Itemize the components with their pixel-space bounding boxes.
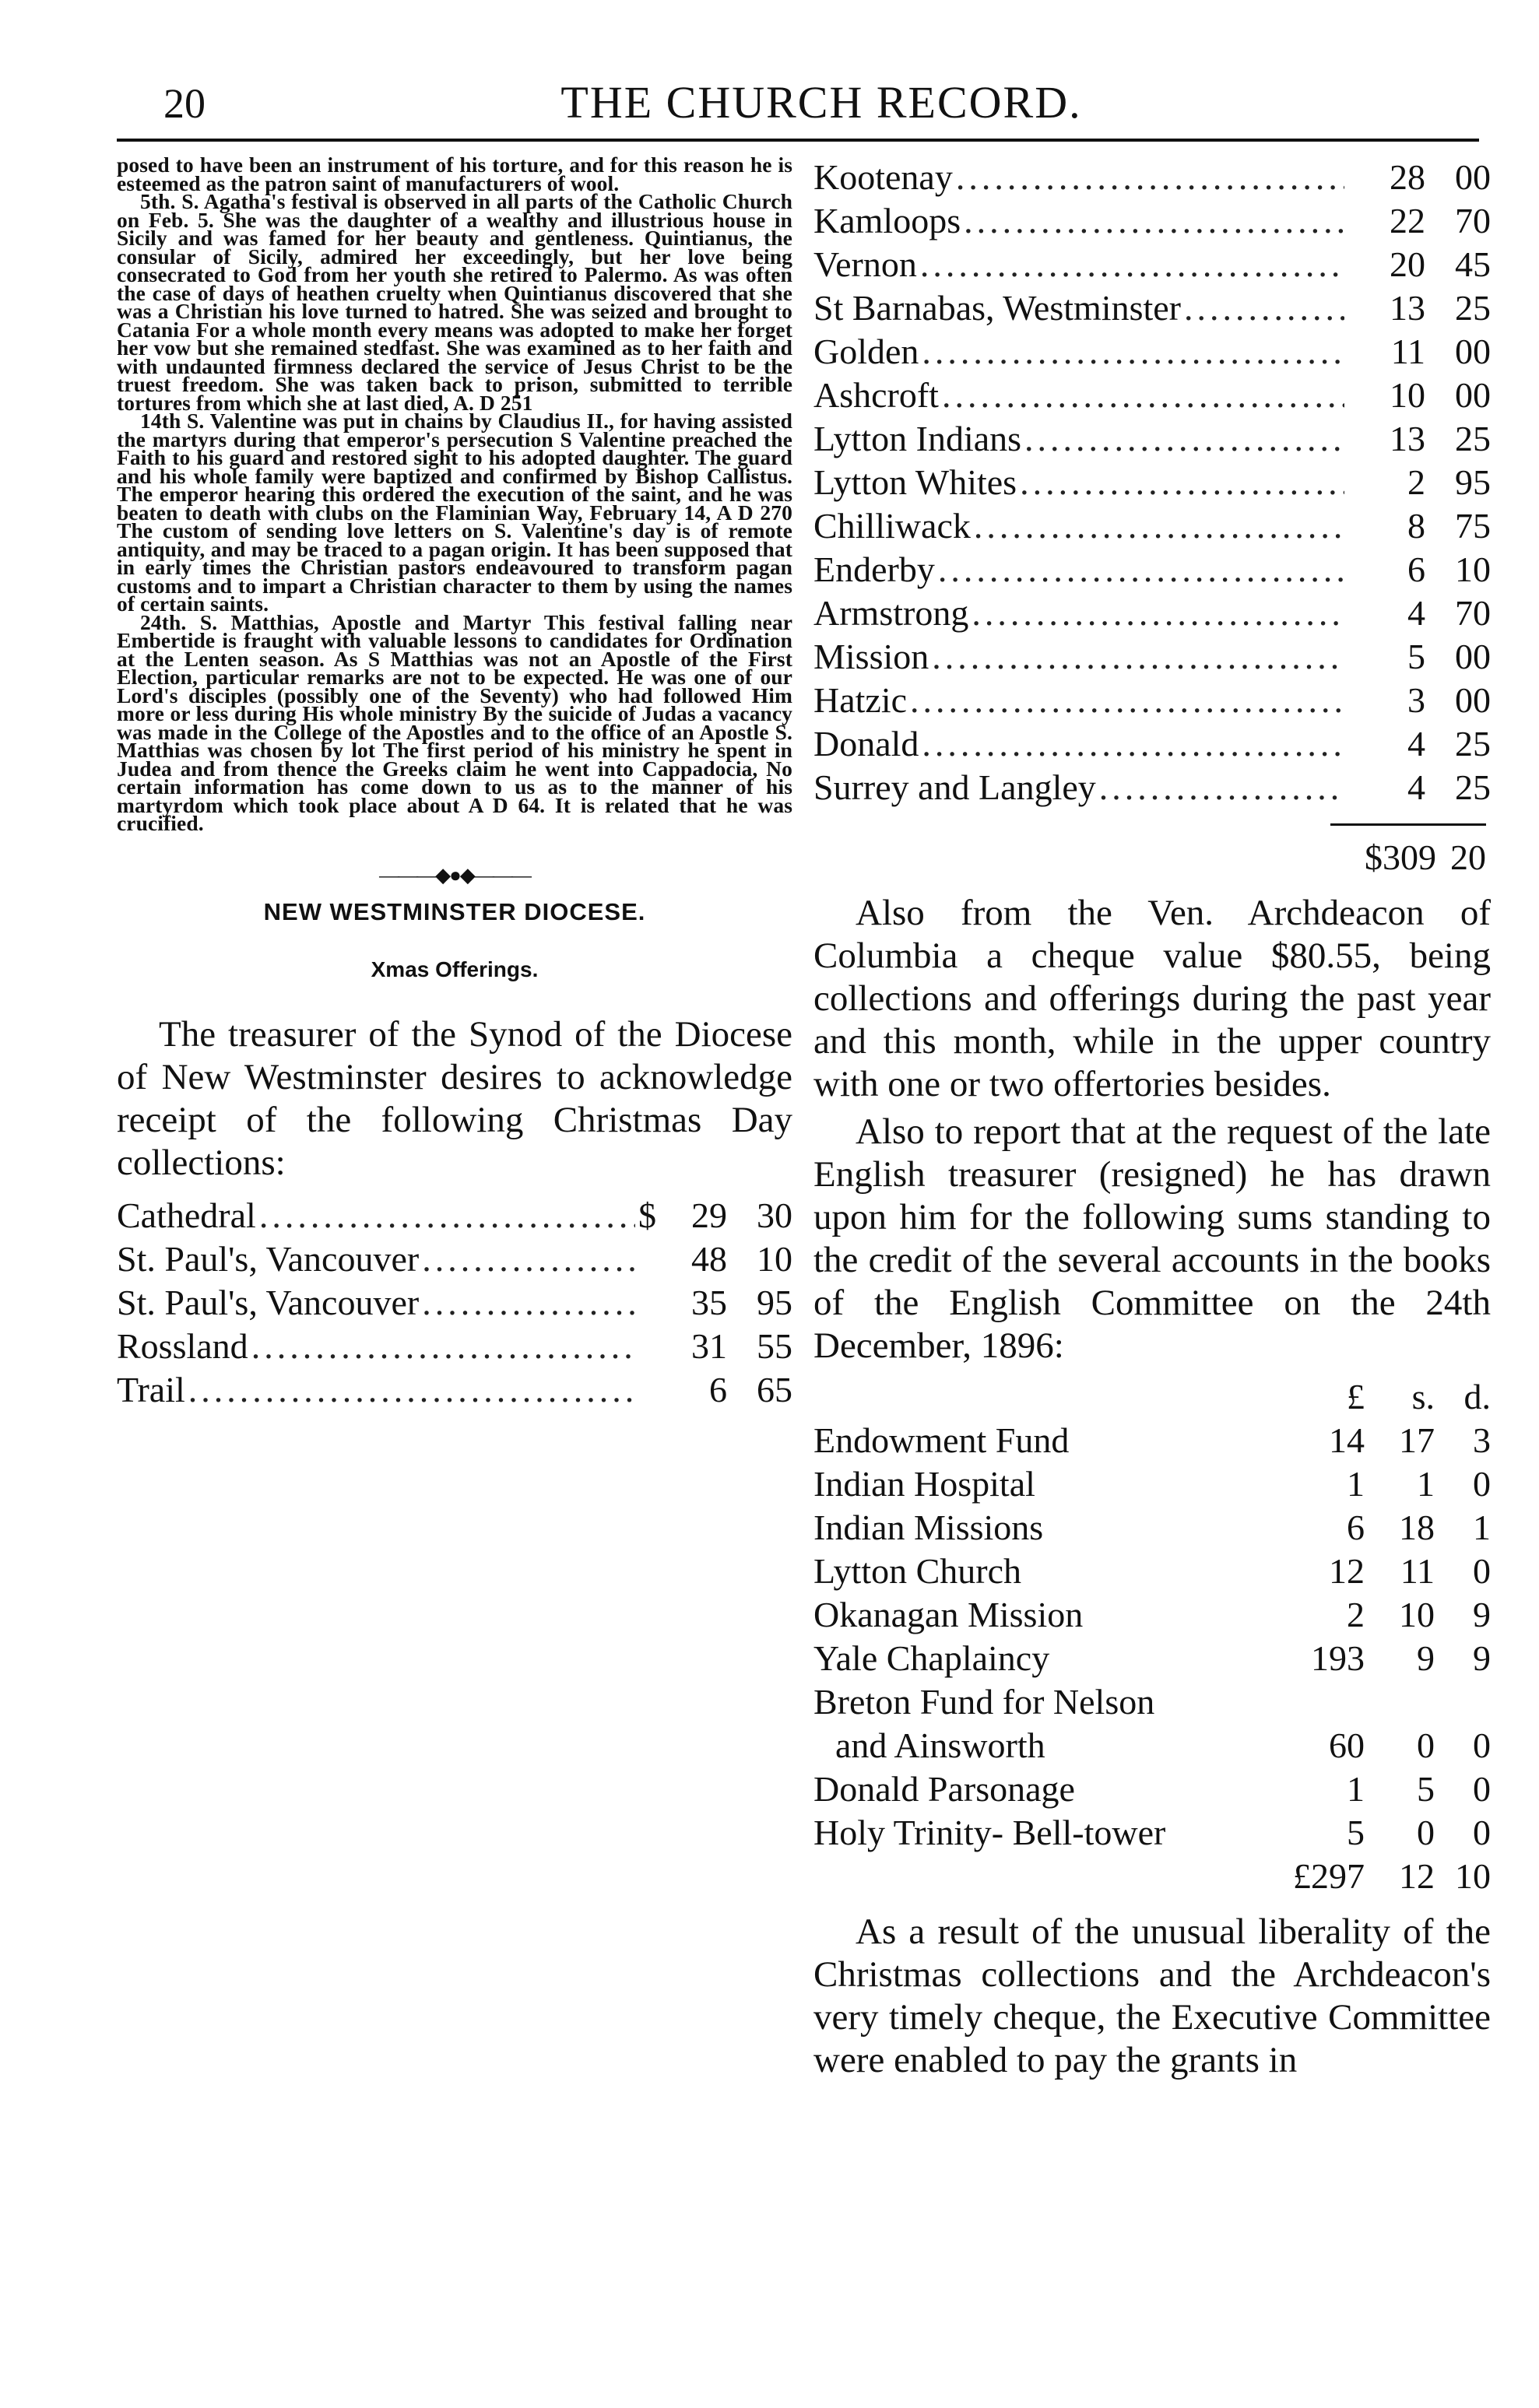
dot-leader bbox=[1099, 766, 1344, 809]
sterling-total bbox=[813, 1855, 1491, 1898]
dot-leader bbox=[1024, 417, 1344, 461]
sterling-shillings: 18 bbox=[1399, 1508, 1435, 1547]
collection-name: Surrey and Langley bbox=[813, 767, 1096, 807]
sterling-pounds: 5 bbox=[1347, 1813, 1365, 1852]
sterling-pence: 0 bbox=[1473, 1464, 1491, 1504]
sterling-shillings: 11 bbox=[1400, 1551, 1435, 1591]
page-number: 20 bbox=[163, 80, 206, 127]
collection-row bbox=[813, 243, 1491, 286]
amount-dollars: 5 bbox=[1407, 637, 1425, 676]
grand-total-dollars: 309 bbox=[1383, 837, 1436, 877]
sterling-pence: 0 bbox=[1473, 1551, 1491, 1591]
collection-row bbox=[813, 461, 1491, 504]
treasurer-intro: The treasurer of the Synod of the Diocese of New Westminster desires to acknowledge receipt of the following Christmas Day collections: bbox=[117, 1013, 792, 1183]
sterling-row bbox=[813, 1680, 1491, 1724]
collection-row bbox=[813, 199, 1491, 243]
amount-cents: 55 bbox=[757, 1325, 792, 1366]
sterling-item-name: and Ainsworth bbox=[835, 1725, 1045, 1765]
sterling-row bbox=[813, 1767, 1491, 1811]
dot-leader bbox=[942, 374, 1344, 417]
sterling-total-shillings: 12 bbox=[1399, 1856, 1435, 1896]
sterling-row bbox=[813, 1724, 1491, 1767]
sterling-shillings bbox=[1365, 1680, 1435, 1724]
sterling-pounds bbox=[1271, 1680, 1365, 1724]
collection-name: Lytton Whites bbox=[813, 462, 1017, 502]
amount-cents: 00 bbox=[1455, 332, 1491, 371]
amount-dollars: 31 bbox=[691, 1325, 727, 1366]
sterling-pence: 3 bbox=[1473, 1420, 1491, 1460]
dot-leader bbox=[1020, 461, 1344, 504]
sterling-item-name: Donald Parsonage bbox=[813, 1769, 1075, 1809]
pounds-header: £ bbox=[1347, 1377, 1365, 1416]
amount-dollars: 29 bbox=[691, 1195, 727, 1235]
dot-leader bbox=[259, 1194, 635, 1237]
currency-symbol: $ bbox=[638, 1195, 656, 1235]
sterling-pounds: 2 bbox=[1347, 1595, 1365, 1634]
sterling-item-name: Indian Hospital bbox=[813, 1464, 1035, 1504]
result-paragraph: As a result of the unusual liberality of the Christmas collections and the Archdeacon's very timely cheque, the Executive Committee were enabled to pay the grants in bbox=[813, 1911, 1491, 2080]
amount-cents: 75 bbox=[1455, 506, 1491, 546]
sterling-item-name: Indian Missions bbox=[813, 1508, 1044, 1547]
saint-paragraph: 14th S. Valentine was put in chains by Claudius II., for having assisted the martyrs during that emperor's persecution S Valentine preached the Faith to his guard and restored sight to his adopted daughter. The guard and his whole family were baptized and confirmed by Bishop Callistus. The emperor hearing this ordered the execution of the saint, and he was beaten to death with clubs on the Flaminian Way, February 14, A D 270 The custom of sending love letters on S. Valentine's day is of remote antiquity, and may be traced to a pagan origin. It has been supposed that in early times the Christian pastors endeavoured to transform pagan customs and to impart a Christian character to them by using the names of certain saints. bbox=[117, 409, 792, 616]
header-rule bbox=[117, 139, 1479, 142]
collection-name: Armstrong bbox=[813, 593, 969, 633]
sterling-row bbox=[813, 1419, 1491, 1462]
collection-name: Mission bbox=[813, 637, 929, 676]
pence-header: d. bbox=[1463, 1377, 1491, 1416]
sterling-row bbox=[813, 1462, 1491, 1506]
dot-leader bbox=[910, 679, 1344, 722]
collection-name: St. Paul's, Vancouver bbox=[117, 1238, 420, 1279]
collection-row bbox=[813, 504, 1491, 548]
grand-total-currency: $ bbox=[1365, 837, 1383, 877]
amount-dollars: 10 bbox=[1390, 375, 1425, 415]
sterling-item-name: Yale Chaplaincy bbox=[813, 1638, 1050, 1678]
collection-name: Cathedral bbox=[117, 1195, 256, 1235]
saint-paragraph: 24th. S. Matthias, Apostle and Martyr This festival falling near Embertide is fraught with valuable lessons to candidates for Ordination at the Lenten season. As S Matthias was not an Apostle of the First Election, particular remarks are not to be expected. He was one of our Lord's disciples (possibly one of the Seventy) who had followed Him more or less during His whole ministry By the suicide of Judas a vacancy was made in the College of the Apostles and to the office of an Apostle S. Matthias was chosen by lot The first period of his ministry he spent in Judea and from thence the Greeks claim he went into Cappadocia, No certain information has come down to us as to the manner of his martyrdom which took place about A D 64. It is related that he was crucified. bbox=[117, 609, 792, 835]
collection-row bbox=[813, 374, 1491, 417]
collection-row bbox=[117, 1368, 792, 1412]
dot-leader bbox=[422, 1281, 635, 1325]
amount-dollars: 35 bbox=[691, 1282, 727, 1322]
sterling-row bbox=[813, 1550, 1491, 1593]
right-column bbox=[813, 156, 1491, 2082]
amount-dollars: 11 bbox=[1390, 332, 1425, 371]
total-rule-wrap bbox=[813, 809, 1491, 836]
collection-name: Trail bbox=[117, 1369, 185, 1409]
sterling-shillings: 17 bbox=[1399, 1420, 1435, 1460]
amount-cents: 45 bbox=[1455, 244, 1491, 284]
sterling-shillings: 9 bbox=[1417, 1638, 1435, 1678]
collection-row bbox=[117, 1237, 792, 1281]
dot-leader bbox=[922, 722, 1344, 766]
amount-cents: 00 bbox=[1455, 157, 1491, 197]
sterling-item-name: Holy Trinity- Bell-tower bbox=[813, 1813, 1166, 1852]
sterling-shillings: 5 bbox=[1417, 1769, 1435, 1809]
amount-cents: 25 bbox=[1455, 767, 1491, 807]
sterling-pence: 0 bbox=[1473, 1813, 1491, 1852]
amount-dollars: 28 bbox=[1390, 157, 1425, 197]
sterling-item-name: Endowment Fund bbox=[813, 1420, 1070, 1460]
dot-leader bbox=[422, 1237, 635, 1281]
dot-leader bbox=[956, 156, 1344, 199]
collection-name: Lytton Indians bbox=[813, 419, 1022, 458]
report-paragraph: Also to report that at the request of the late English treasurer (resigned) he has drawn upon him for the following sums standing to the credit of the several accounts in the books of the English Committee on the 24th December, 1896: bbox=[813, 1111, 1491, 1366]
grand-total bbox=[813, 836, 1491, 879]
page-header bbox=[117, 72, 1479, 134]
amount-dollars: 13 bbox=[1390, 288, 1425, 328]
amount-dollars: 20 bbox=[1390, 244, 1425, 284]
collection-row bbox=[813, 766, 1491, 809]
collection-row bbox=[813, 156, 1491, 199]
amount-cents: 25 bbox=[1455, 419, 1491, 458]
sterling-shillings: 0 bbox=[1417, 1725, 1435, 1765]
amount-dollars: 13 bbox=[1390, 419, 1425, 458]
amount-cents: 25 bbox=[1455, 288, 1491, 328]
dot-leader bbox=[922, 330, 1344, 374]
dot-leader bbox=[188, 1368, 635, 1412]
collection-row bbox=[813, 722, 1491, 766]
sterling-pence: 9 bbox=[1473, 1638, 1491, 1678]
sterling-row bbox=[813, 1811, 1491, 1855]
collection-row bbox=[813, 330, 1491, 374]
left-column bbox=[117, 153, 792, 1412]
sterling-item-name: Okanagan Mission bbox=[813, 1595, 1084, 1634]
sterling-pounds: 1 bbox=[1347, 1769, 1365, 1809]
running-head: THE CHURCH RECORD. bbox=[560, 77, 1082, 128]
collection-name: Chilliwack bbox=[813, 506, 971, 546]
collection-name: Rossland bbox=[117, 1325, 248, 1366]
collections-list-left bbox=[117, 1194, 792, 1412]
sterling-pounds: 1 bbox=[1347, 1464, 1365, 1504]
collection-row bbox=[813, 417, 1491, 461]
sterling-shillings: 1 bbox=[1417, 1464, 1435, 1504]
dot-leader bbox=[920, 243, 1344, 286]
sterling-row bbox=[813, 1593, 1491, 1637]
sterling-shillings: 10 bbox=[1399, 1595, 1435, 1634]
total-rule bbox=[1330, 823, 1486, 826]
amount-dollars: 8 bbox=[1407, 506, 1425, 546]
amount-dollars: 4 bbox=[1407, 724, 1425, 763]
sterling-pence: 9 bbox=[1473, 1595, 1491, 1634]
collection-row bbox=[813, 591, 1491, 635]
amount-dollars: 6 bbox=[1407, 549, 1425, 589]
collection-row bbox=[117, 1194, 792, 1237]
saint-paragraph: 5th. S. Agatha's festival is observed in all parts of the Catholic Church on Feb. 5. She was the daughter of a wealthy and illustrious house in Sicily and was famed for her beauty and gentleness. Quintianus, the consular of Sicily, admired her exceedingly, but her love being consecrated to God from her youth she retired to Palermo. As was often the case of days of heathen cruelty when Quintianus discovered that she was a Christian his love turned to hatred. She was seized and brought to Catania For a whole month every means was adopted to make her forget her vow but she remained stedfast. She was examined as to her faith and with undaunted firmness declared the service of Jesus Christ to be the truest freedom. She was taken back to prison, submitted to terrible tortures from which she at last died, A. D 251 bbox=[117, 189, 792, 415]
amount-cents: 00 bbox=[1455, 375, 1491, 415]
dot-leader bbox=[972, 591, 1344, 635]
collection-row bbox=[813, 679, 1491, 722]
sterling-pounds: 193 bbox=[1311, 1638, 1365, 1678]
amount-cents: 70 bbox=[1455, 201, 1491, 240]
sterling-header bbox=[813, 1375, 1491, 1419]
amount-cents: 30 bbox=[757, 1195, 792, 1235]
sterling-pounds: 60 bbox=[1329, 1725, 1365, 1765]
section-ornament: ———◆●◆——— bbox=[379, 863, 530, 886]
sterling-list bbox=[813, 1419, 1491, 1855]
amount-dollars: 3 bbox=[1407, 680, 1425, 720]
dot-leader bbox=[974, 504, 1344, 548]
diocese-title: NEW WESTMINSTER DIOCESE. bbox=[263, 897, 646, 925]
sterling-pence: 0 bbox=[1473, 1725, 1491, 1765]
collection-row bbox=[813, 286, 1491, 330]
shillings-header: s. bbox=[1411, 1377, 1435, 1416]
amount-cents: 10 bbox=[1455, 549, 1491, 589]
amount-cents: 00 bbox=[1455, 637, 1491, 676]
collection-name: St Barnabas, Westminster bbox=[813, 288, 1181, 328]
amount-cents: 10 bbox=[757, 1238, 792, 1279]
dot-leader bbox=[964, 199, 1344, 243]
collection-row bbox=[117, 1325, 792, 1368]
dot-leader bbox=[938, 548, 1344, 591]
collection-row bbox=[813, 635, 1491, 679]
dot-leader bbox=[251, 1325, 635, 1368]
collection-name: Vernon bbox=[813, 244, 917, 284]
amount-cents: 00 bbox=[1455, 680, 1491, 720]
amount-dollars: 4 bbox=[1407, 593, 1425, 633]
amount-dollars: 48 bbox=[691, 1238, 727, 1279]
amount-cents: 65 bbox=[757, 1369, 792, 1409]
grand-total-cents: 20 bbox=[1450, 837, 1486, 877]
collection-name: St. Paul's, Vancouver bbox=[117, 1282, 420, 1322]
collection-name: Golden bbox=[813, 332, 919, 371]
saint-paragraph: posed to have been an instrument of his torture, and for this reason he is esteemed as the patron saint of manufacturers of wool. bbox=[117, 153, 792, 195]
sterling-pence bbox=[1435, 1680, 1491, 1724]
sterling-row bbox=[813, 1506, 1491, 1550]
amount-dollars: 2 bbox=[1407, 462, 1425, 502]
amount-dollars: 6 bbox=[709, 1369, 727, 1409]
amount-cents: 95 bbox=[757, 1282, 792, 1322]
sterling-item-name: Breton Fund for Nelson bbox=[813, 1682, 1155, 1722]
dot-leader bbox=[932, 635, 1344, 679]
sterling-pence: 0 bbox=[1473, 1769, 1491, 1809]
collection-name: Donald bbox=[813, 724, 919, 763]
collection-name: Ashcroft bbox=[813, 375, 939, 415]
collection-name: Hatzic bbox=[813, 680, 908, 720]
sterling-pounds: 6 bbox=[1347, 1508, 1365, 1547]
collection-name: Kootenay bbox=[813, 157, 953, 197]
sterling-total-pounds: £297 bbox=[1293, 1856, 1365, 1896]
sterling-total-pence: 10 bbox=[1455, 1856, 1491, 1896]
collection-row bbox=[117, 1281, 792, 1325]
amount-dollars: 4 bbox=[1407, 767, 1425, 807]
collection-name: Enderby bbox=[813, 549, 935, 589]
sterling-shillings: 0 bbox=[1417, 1813, 1435, 1852]
amount-cents: 25 bbox=[1455, 724, 1491, 763]
sterling-pounds: 12 bbox=[1329, 1551, 1365, 1591]
amount-cents: 70 bbox=[1455, 593, 1491, 633]
archdeacon-paragraph: Also from the Ven. Archdeacon of Columbia a cheque value $80.55, being collections and offerings during the past year and this month, while in the upper country with one or two offertories besides. bbox=[813, 893, 1491, 1104]
sterling-item-name: Lytton Church bbox=[813, 1551, 1022, 1591]
sterling-pounds: 14 bbox=[1329, 1420, 1365, 1460]
section-subtitle: Xmas Offerings. bbox=[371, 957, 539, 981]
dot-leader bbox=[1184, 286, 1344, 330]
collection-row bbox=[813, 548, 1491, 591]
sterling-pence: 1 bbox=[1473, 1508, 1491, 1547]
collection-name: Kamloops bbox=[813, 201, 961, 240]
sterling-row bbox=[813, 1637, 1491, 1680]
amount-cents: 95 bbox=[1455, 462, 1491, 502]
amount-dollars: 22 bbox=[1390, 201, 1425, 240]
collections-list-right bbox=[813, 156, 1491, 809]
